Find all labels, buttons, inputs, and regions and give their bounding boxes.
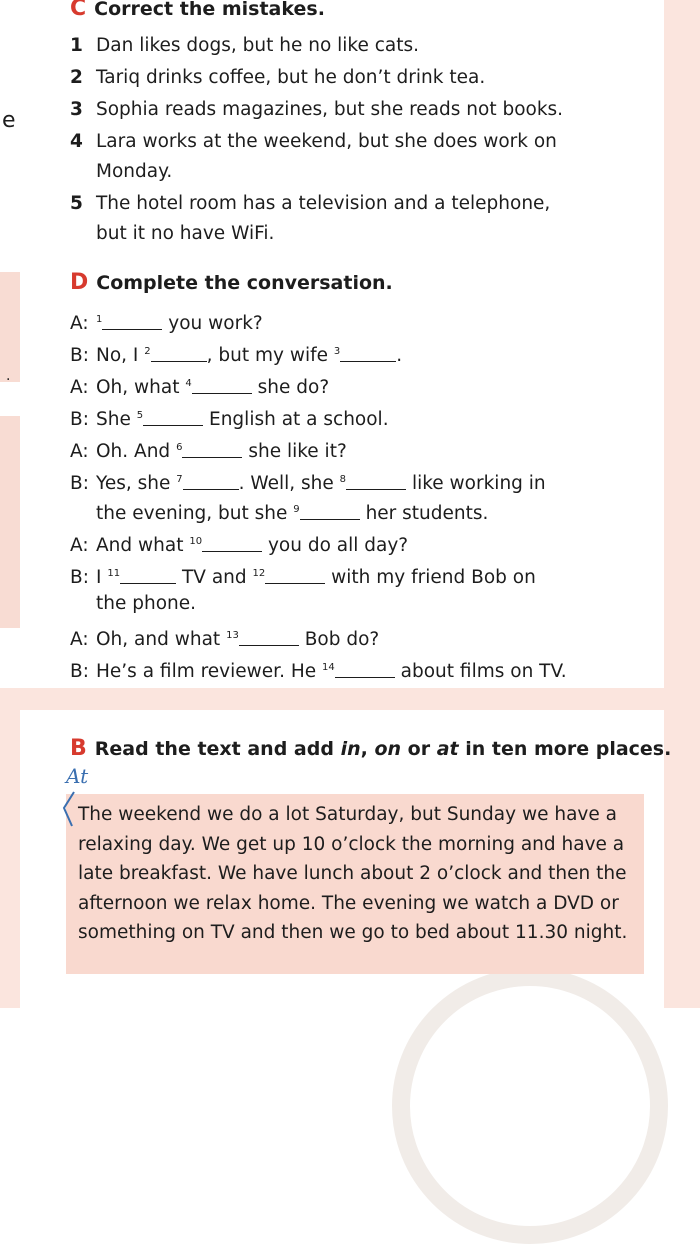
margin-fragment-dot: . (6, 368, 11, 384)
section-c-heading (70, 0, 325, 21)
conversation-line: B: No, I $^2$ , but my wife $^3$ . (70, 345, 403, 366)
conversation-line: A: And what $^{10}$ you do all day? (70, 535, 409, 556)
answer-blank[interactable] (120, 565, 176, 584)
section-d-title: Complete the conversation. (96, 272, 393, 294)
right-pink-strip (664, 0, 700, 700)
list-item: 5 The hotel room has a television and a telephone, (70, 193, 551, 214)
section-c-title: Correct the mistakes. (94, 0, 325, 20)
decorative-ring (392, 968, 668, 1244)
answer-blank[interactable] (192, 375, 252, 394)
answer-blank[interactable] (102, 311, 162, 330)
conversation-line: B: He’s a film reviewer. He $^{14}$ about films on TV. (70, 661, 567, 682)
answer-blank[interactable] (202, 533, 262, 552)
left-pink-strip (0, 272, 20, 382)
list-item: 4 Lara works at the weekend, but she does work on (70, 131, 557, 152)
conversation-line: B: Yes, she $^7$ . Well, she $^8$ like working in (70, 473, 546, 494)
section-d-heading (70, 270, 393, 295)
handwritten-answer: At (66, 764, 89, 788)
reading-paragraph: The weekend we do a lot Saturday, but Sunday we have a relaxing day. We get up 10 o’clock the morning and have a late breakfast. We have lunch about 2 o’clock and then the afternoon we relax home. The evening we watch a DVD or something on TV and then we go to bed about 11.30 night. (78, 804, 628, 943)
answer-blank[interactable] (346, 471, 406, 490)
answer-blank[interactable] (151, 343, 207, 362)
list-item-continuation: but it no have WiFi. (96, 223, 275, 244)
answer-blank[interactable] (239, 627, 299, 646)
answer-blank[interactable] (335, 659, 395, 678)
conversation-line: A: Oh, what $^4$ she do? (70, 377, 330, 398)
answer-blank[interactable] (183, 471, 239, 490)
answer-blank[interactable] (340, 343, 396, 362)
section-b-heading: B Read the text and add in, on or at in ten more places. (70, 736, 672, 761)
conversation-line: A: Oh, and what $^{13}$ Bob do? (70, 629, 380, 650)
list-item: 2 Tariq drinks coffee, but he don’t drink tea. (70, 67, 486, 88)
answer-blank[interactable] (265, 565, 325, 584)
list-item: 1 Dan likes dogs, but he no like cats. (70, 35, 420, 56)
insertion-caret-icon (58, 790, 80, 830)
margin-fragment: e (2, 108, 16, 133)
conversation-line: B: She $^5$ English at a school. (70, 409, 389, 430)
section-b-letter: B (70, 736, 87, 761)
conversation-line: A: $^1$ you work? (70, 313, 263, 334)
answer-blank[interactable] (182, 439, 242, 458)
answer-blank[interactable] (143, 407, 203, 426)
conversation-line-continuation: the phone. (96, 593, 197, 614)
answer-blank[interactable] (300, 501, 360, 520)
left-pink-strip-lower (0, 416, 20, 628)
conversation-line: A: Oh. And $^6$ she like it? (70, 441, 347, 462)
list-item-continuation: Monday. (96, 161, 173, 182)
conversation-line: B: I $^{11}$ TV and $^{12}$ with my friend Bob on (70, 567, 536, 588)
list-item: 3 Sophia reads magazines, but she reads not books. (70, 99, 564, 120)
conversation-line-continuation: the evening, but she $^9$ her students. (96, 503, 489, 524)
section-d-letter: D (70, 270, 89, 295)
section-c-letter: C (70, 0, 87, 21)
